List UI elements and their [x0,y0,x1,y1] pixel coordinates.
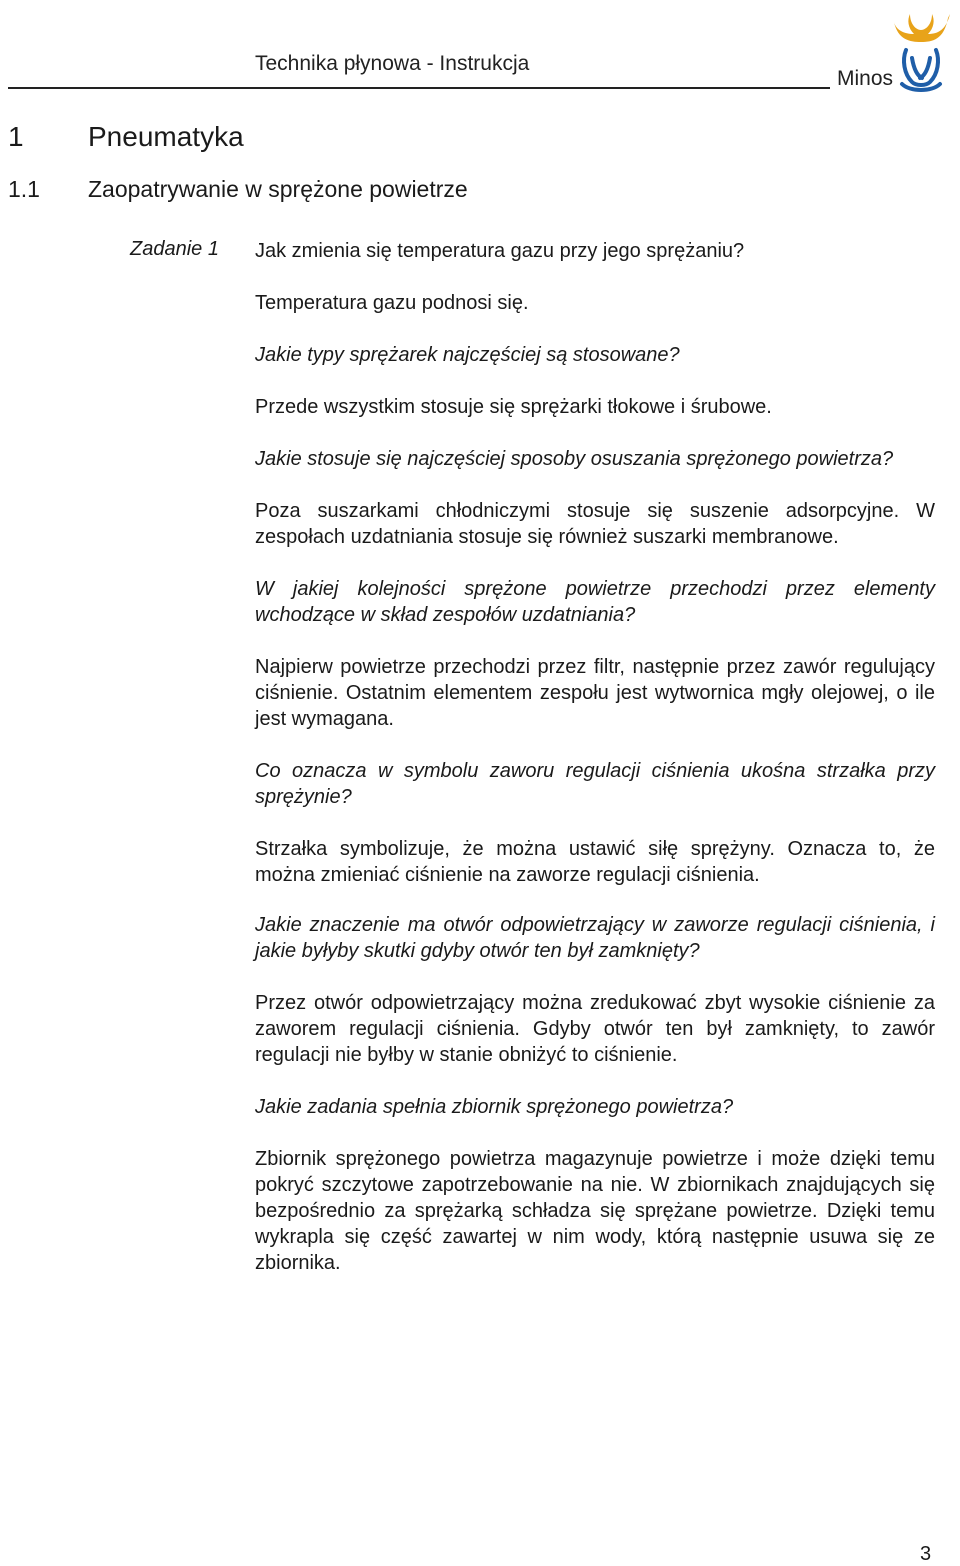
question-6: Jakie znaczenie ma otwór odpowietrzający w zaworze regulacji ciśnienia, i jakie byłyby skutki gdyby otwór ten był zamknięty? [255,914,935,962]
answer-1: Temperatura gazu podnosi się. [255,292,529,314]
question-1: Jak zmienia się temperatura gazu przy jego sprężaniu? [255,240,745,262]
section-number: 1.1 [8,176,40,202]
answer-7: Zbiornik sprężonego powietrza magazynuje powietrze i może dzięki temu pokryć szczytowe zapotrzebowanie na nie. W zbiornikach znajdujących się bezpośrednio za sprężarką schładza się sprężane powietrze. Dzięki temu wykrapla się część zawartej w nim wody, którą następnie usuwa się ze zbiornika. [255,1148,935,1274]
answer-5: Strzałka symbolizuje, że można ustawić siłę sprężyny. Oznacza to, że można zmieniać ciśnienie na zaworze regulacji ciśnienia. [255,838,935,886]
answer-2: Przede wszystkim stosuje się sprężarki tłokowe i śrubowe. [255,396,772,418]
question-5: Co oznacza w symbolu zaworu regulacji ciśnienia ukośna strzałka przy sprężynie? [255,760,935,808]
chapter-title: Pneumatyka [88,121,244,152]
section-title: Zaopatrywanie w sprężone powietrze [88,176,468,202]
page-number: 3 [920,1543,932,1565]
task-label: Zadanie 1 [130,238,219,260]
minos-logo [888,8,954,96]
header-rule [8,87,830,89]
answer-3: Poza suszarkami chłodniczymi stosuje się suszenie adsorpcyjne. W zespołach uzdatniania stosuje się również suszarki membranowe. [255,500,935,548]
question-4: W jakiej kolejności sprężone powietrze przechodzi przez elementy wchodzące w skład zespołów uzdatniania? [255,578,935,626]
question-7: Jakie zadania spełnia zbiornik sprężonego powietrza? [255,1096,734,1118]
answer-6: Przez otwór odpowietrzający można zredukować zbyt wysokie ciśnienie za zaworem regulacji ciśnienia. Gdyby otwór ten był zamknięty, to zawór regulacji nie byłby w stanie obniżyć to ciśnienie. [255,992,935,1066]
chapter-number: 1 [8,121,24,152]
logo-horns [894,14,950,42]
header-title: Technika płynowa - Instrukcja [255,52,530,75]
logo-head [902,50,940,90]
header-brand: Minos [837,67,894,90]
question-3: Jakie stosuje się najczęściej sposoby osuszania sprężonego powietrza? [255,448,894,470]
question-2: Jakie typy sprężarek najczęściej są stosowane? [255,344,680,366]
answer-4: Najpierw powietrze przechodzi przez filtr, następnie przez zawór regulujący ciśnienie. Ostatnim elementem zespołu jest wytwornica mgły olejowej, o ile jest wymagana. [255,656,935,730]
